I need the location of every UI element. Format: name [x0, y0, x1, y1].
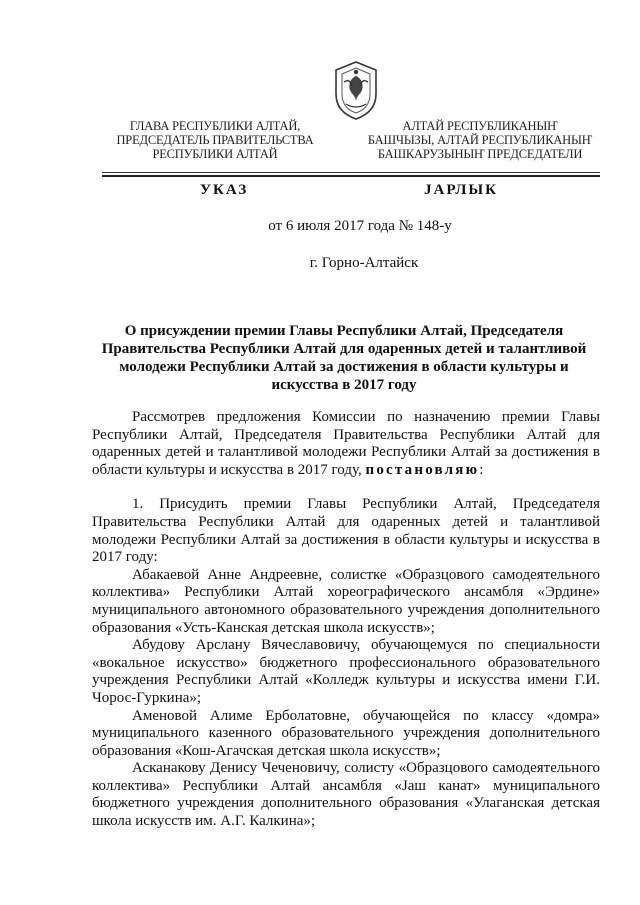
- awardee-paragraph: Абакаевой Анне Андреевне, солистке «Образцового самодеятельного коллектива» Республики Алтай хореографического ансамбля «Эрдине» муниципального автономного образовательного учреждения дополнительного образования «Усть-Канская детская школа искусств»;: [92, 566, 600, 636]
- awardee-paragraph: Аменовой Алиме Ерболатовне, обучающейся по классу «домра» муниципального казенного образовательного учреждения дополнительного образования «Кош-Агачская детская школа искусств»;: [92, 707, 600, 759]
- doc-type-ru: УКАЗ: [200, 182, 249, 198]
- awardee-paragraph: Асканакову Денису Чеченовичу, солисту «Образцового самодеятельного коллектива» Республики Алтай ансамбля «Јаш канат» муниципального бюджетного учреждения дополнительного образования «Улаганская детская школа искусств им. А.Г. Калкина»;: [92, 760, 600, 830]
- header-divider-thin: [102, 172, 600, 173]
- header-right-line: БАШКАРУЗЫНЫҤ ПРЕДСЕДАТЕЛИ: [377, 147, 583, 161]
- header-left-line: РЕСПУБЛИКИ АЛТАЙ: [152, 147, 278, 161]
- decree-colon: :: [479, 461, 484, 478]
- doc-type-alt: JАРЛЫК: [424, 182, 499, 198]
- decree-word: постановляю: [365, 461, 480, 478]
- header-divider-thick: [102, 175, 600, 177]
- intro-paragraph: [92, 409, 600, 479]
- decree-body: [92, 409, 600, 831]
- header-left-line: ГЛАВА РЕСПУБЛИКИ АЛТАЙ,: [129, 119, 301, 133]
- intro-text: Рассмотрев предложения Комиссии по назначению премии Главы Республики Алтай, Председателя Правительства Республики Алтай для одаренных детей и талантливой молодежи Республики Алтай за достижения в области культуры и искусства в 2017 году,: [92, 409, 600, 478]
- awardee-paragraph: Абудову Арслану Вячеславовичу, обучающемуся по специальности «вокальное искусство» бюджетного профессионального образовательного учреждения Республики Алтай «Колледж культуры и искусства имени Г.И. Чорос-Гуркина»;: [92, 637, 600, 706]
- date-number: от 6 июля 2017 года № 148-у: [268, 218, 452, 234]
- header-right-line: БАШЧЫЗЫ, АЛТАЙ РЕСПУБЛИКАНЫҤ: [367, 133, 593, 147]
- item-1-paragraph: 1. Присудить премии Главы Республики Алтай, Председателя Правительства Республики Алтай для одаренных детей и талантливой молодежи Республики Алтай за достижения в области культуры и искусства в 2017 году:: [92, 496, 600, 566]
- issuer-header-alt: [350, 119, 610, 161]
- decree-title: О присуждении премии Главы Республики Алтай, Председателя Правительства Республики Алтай для одаренных детей и талантливой молодежи Республики Алтай за достижения в области культуры и искусства в 2017 году: [101, 323, 587, 393]
- republic-altai-emblem-icon: [330, 58, 382, 122]
- issuer-header-ru: [100, 119, 330, 161]
- city: г. Горно-Алтайск: [309, 255, 419, 271]
- header-right-line: АЛТАЙ РЕСПУБЛИКАНЫҤ: [402, 119, 558, 133]
- header-left-line: ПРЕДСЕДАТЕЛЬ ПРАВИТЕЛЬСТВА: [116, 133, 314, 147]
